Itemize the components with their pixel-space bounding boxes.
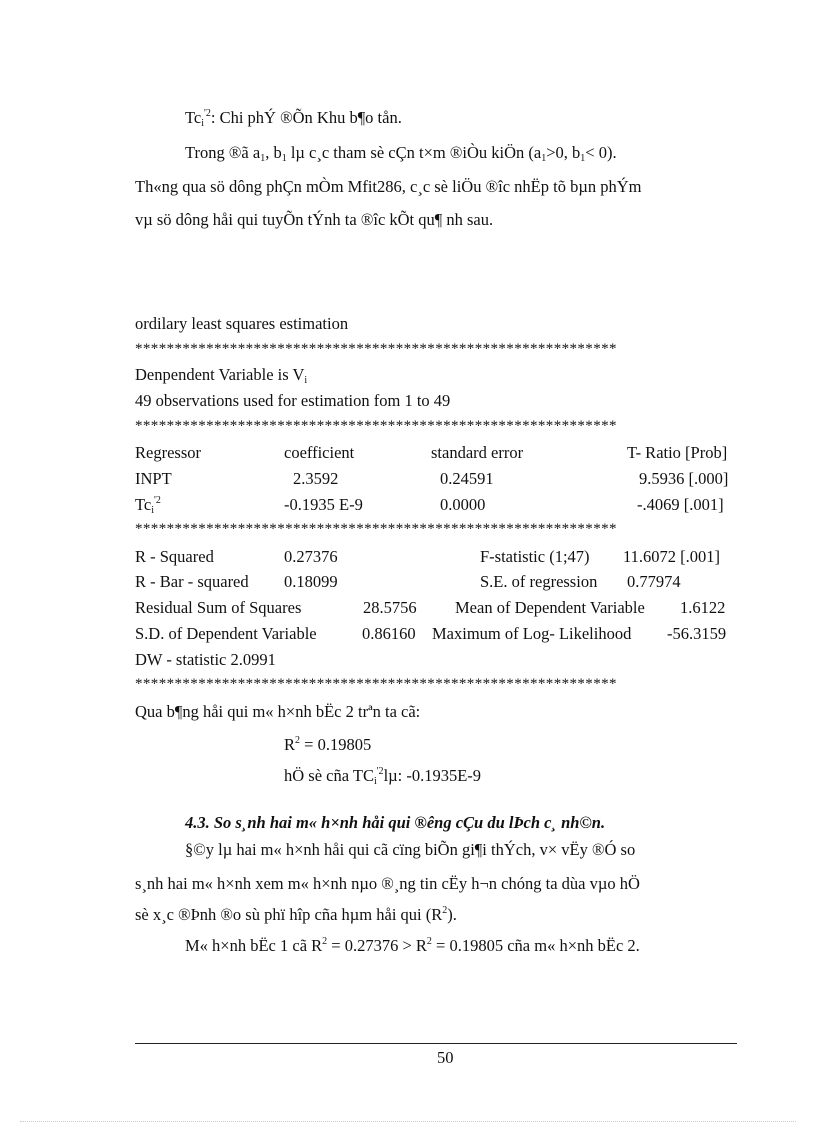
rss-label: Residual Sum of Squares (135, 598, 302, 617)
page-number: 50 (437, 1048, 454, 1067)
stars-divider-3: ************************************************************* (135, 521, 617, 537)
se-regression-value: 0.77974 (627, 572, 681, 591)
f-statistic-label: F-statistic (1;47) (480, 547, 590, 566)
section-heading: 4.3. So s¸nh hai m« h×nh håi qui ®êng cÇu du lÞch c¸ nh©n. (185, 813, 606, 832)
paragraph-3-text: sè x¸c ®Þnh ®o sù phï hîp cña hµm håi qui (R (135, 905, 443, 924)
comparison-text-c: = 0.19805 cña m« h×nh bËc 2. (431, 936, 640, 955)
coefficient-value: lµ: -0.1935E-9 (383, 766, 482, 785)
header-t-ratio: T- Ratio [Prob] (627, 443, 728, 462)
parameter-text-b: , b (265, 143, 282, 162)
comparison-text-b: = 0.27376 > R (327, 936, 427, 955)
comparison-sup-1: 2 (322, 936, 328, 947)
max-log-likelihood-label: Maximum of Log- Likelihood (432, 624, 632, 643)
parameter-text-a: Trong ®ã a (185, 143, 261, 162)
b1-cond-sub: 1 (580, 153, 586, 164)
se-regression-label: S.E. of regression (480, 572, 598, 591)
rss-value: 28.5756 (363, 598, 417, 617)
paragraph-3-sup: 2 (442, 905, 448, 916)
comparison-sup-2: 2 (426, 936, 432, 947)
dependent-variable-sub: i (304, 375, 308, 386)
coefficient-sup: '2 (376, 766, 384, 777)
row-inpt-std-error: 0.24591 (440, 469, 494, 488)
header-regressor: Regressor (135, 443, 201, 462)
parameter-text-d: >0, b (546, 143, 581, 162)
coefficient-text: hÖ sè cña TC (284, 766, 374, 785)
comparison-text-a: M« h×nh bËc 1 cã R (185, 936, 323, 955)
parameter-text-c: lµ c¸c tham sè cÇn t×m ®iÒu kiÖn (a (286, 143, 542, 162)
r2-symbol: R (284, 735, 296, 754)
row-tc-sub: i (151, 505, 155, 516)
dw-statistic (135, 652, 276, 669)
stars-divider-4: ************************************************************* (135, 676, 617, 692)
conclusion-line: Qua b¶ng håi qui m« h×nh bËc 2 trªn ta cã: (135, 702, 421, 721)
parameter-text-e: < 0). (585, 143, 617, 162)
header-coefficient: coefficient (284, 443, 355, 462)
a1-cond-sub: 1 (541, 153, 547, 164)
r2-value: = 0.19805 (300, 735, 372, 754)
row-tc-coefficient: -0.1935 E-9 (284, 495, 363, 514)
paragraph-3-end: ). (447, 905, 457, 924)
row-tc-sup: '2 (154, 495, 161, 506)
stars-divider-1: ************************************************************* (135, 341, 617, 357)
mean-dependent-value: 1.6122 (680, 598, 726, 617)
dw-label: DW - statistic (135, 650, 227, 669)
sd-dependent-value: 0.86160 (362, 624, 416, 643)
tc-definition-text: : Chi phÝ ®Õn Khu b¶o tån. (210, 108, 402, 127)
r-squared-value: 0.27376 (284, 547, 338, 566)
row-tc-label: Tc (135, 495, 152, 514)
page-edge-dots (20, 1121, 796, 1122)
row-tc-t-ratio: -.4069 [.001] (637, 495, 724, 514)
tc-sup: '2 (204, 108, 211, 119)
parameter-line (185, 145, 617, 162)
mean-dependent-label: Mean of Dependent Variable (455, 598, 645, 617)
max-log-likelihood-value: -56.3159 (667, 624, 727, 643)
section-paragraph-line-3 (135, 907, 457, 924)
intro-line-4: vµ sö dông håi qui tuyÕn tÝnh ta ®îc kÕt qu¶ nh sau. (135, 210, 494, 229)
section-paragraph-line-1: §©y lµ hai m« h×nh håi qui cã cïng biÕn gi¶i thÝch, v× vËy ®Ó so (185, 840, 636, 859)
row-tc-std-error: 0.0000 (440, 495, 486, 514)
f-statistic-value: 11.6072 [.001] (623, 547, 721, 566)
sd-dependent-label: S.D. of Dependent Variable (135, 624, 317, 643)
observations-line: 49 observations used for estimation fom 1 to 49 (135, 391, 451, 410)
r2-sup: 2 (295, 735, 301, 746)
dependent-variable-text: Denpendent Variable is V (135, 365, 305, 384)
coefficient-sub: i (373, 776, 377, 787)
coefficient-statement (284, 768, 481, 785)
stars-divider-2: ************************************************************* (135, 418, 617, 434)
row-inpt-t-ratio: 9.5936 [.000] (639, 469, 729, 488)
intro-line-3: Th«ng qua sö dông phÇn mÒm Mfit286, c¸c sè liÖu ®îc nhËp tõ bµn phÝm (135, 177, 642, 196)
row-inpt-coefficient: 2.3592 (293, 469, 339, 488)
output-title: ordilary least squares estimation (135, 314, 349, 333)
footer-rule (135, 1043, 737, 1044)
b1-sub: 1 (281, 153, 287, 164)
tc-definition (185, 110, 402, 127)
r-squared-label: R - Squared (135, 547, 214, 566)
r-bar-squared-label: R - Bar - squared (135, 572, 249, 591)
header-standard-error: standard error (431, 443, 524, 462)
row-inpt-regressor: INPT (135, 469, 172, 488)
tc-sub: i (201, 118, 205, 129)
row-tc-regressor (135, 497, 161, 514)
a1-sub: 1 (260, 153, 266, 164)
model-comparison-line (185, 938, 640, 955)
dependent-variable (135, 367, 307, 384)
r2-equation (284, 737, 371, 754)
dw-value: 2.0991 (230, 650, 276, 669)
tc-symbol: Tc (185, 108, 202, 127)
section-paragraph-line-2: s¸nh hai m« h×nh xem m« h×nh nµo ®¸ng tin cËy h¬n chóng ta dùa vµo hÖ (135, 874, 640, 893)
r-bar-squared-value: 0.18099 (284, 572, 338, 591)
